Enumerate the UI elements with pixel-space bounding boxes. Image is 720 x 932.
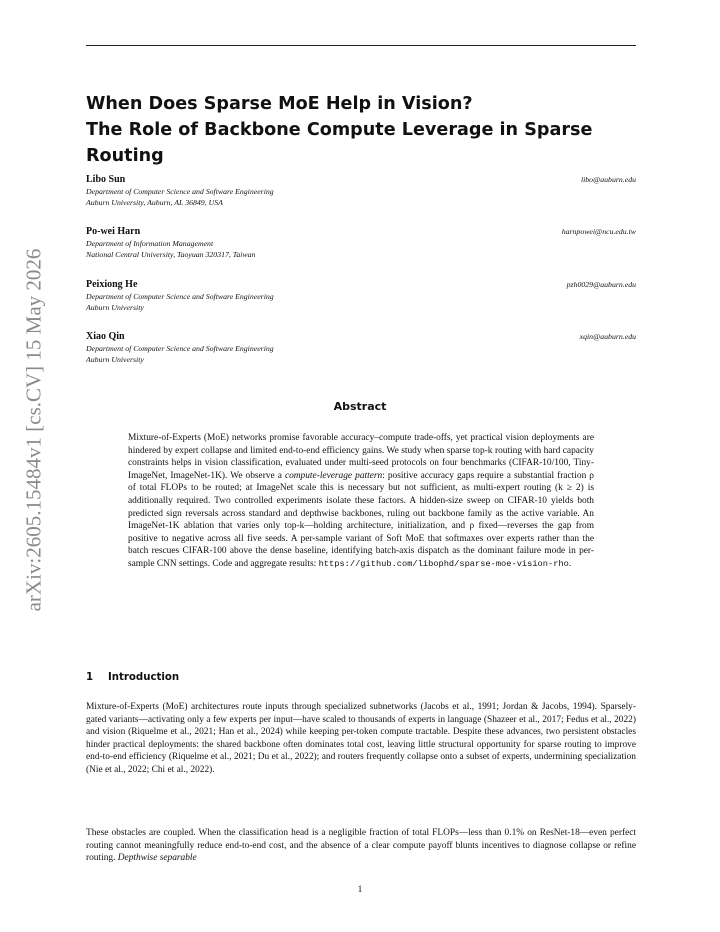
author-name: Po-wei Harn [86,226,141,237]
author-email: libo@auburn.edu [580,175,636,184]
author-department: Department of Computer Science and Software Engineering [86,292,274,301]
author-department: Department of Computer Science and Software Engineering [86,187,274,196]
abstract-emphasis: compute-leverage pattern [284,470,383,481]
author-institution: Auburn University, Auburn, AL 36849, USA [86,198,223,207]
title-line-2: The Role of Backbone Compute Leverage in Sparse Routing [86,120,593,166]
intro-paragraph [86,827,636,865]
abstract-part: : positive accuracy gaps require a substantial fraction ρ of total FLOPs to be routed; at ImageNet scale this is necessary but not sufficient, as multi-expert routing (k ≥ 2) is additionally required. Two controlled experiments isolate these factors. A hidden-size sweep on CIFAR-10 yields both predicted sign reversals across standard and depthwise backbones, ruling out backbone family as the active variable. An ImageNet-1K ablation that varies only top-k—holding architecture, initialization, and ρ fixed—reverses the gap from positive to negative across all five seeds. A per-sample variant of Soft MoE that softmaxes over experts rather than the batch rescues CIFAR-100 above the dense baseline, identifying batch-axis dispatch as the dominant failure mode in per-sample CNN settings. Code and aggregate results: [128,470,594,569]
code-url-link[interactable]: https://github.com/libophd/sparse-moe-vision-rho [318,558,569,569]
abstract-heading: Abstract [333,400,387,413]
abstract-end: . [568,558,572,569]
paragraph-text: These obstacles are coupled. When the classification head is a negligible fraction of total FLOPs—less than 0.1% on ResNet-18—even perfect routing cannot meaningfully reduce end-to-end cost, and the absence of a clear compute payoff blunts incentives to diagnose collapse or refine routing. [86,828,636,864]
author-department: Department of Computer Science and Software Engineering [86,344,274,353]
intro-paragraph: Mixture-of-Experts (MoE) architectures route inputs through specialized subnetworks (Jacobs et al., 1991; Jordan & Jacobs, 1994). Sparsely-gated variants—activating only a few experts per input—have scaled to thousands of experts in language (Shazeer et al., 2017; Fedus et al., 2022) and vision (Riquelme et al., 2021; Han et al., 2024) while keeping per-token compute tractable. Despite these advances, two persistent obstacles hinder practical deployments: the shared backbone often dominates total cost, leaving little structural opportunity for sparse routing to improve end-to-end efficiency (Riquelme et al., 2021; Du et al., 2022); and routers frequently collapse onto a subset of experts, undermining specialization (Nie et al., 2022; Chi et al., 2022). [86,702,636,775]
abstract-part: Mixture-of-Experts (MoE) networks promise favorable accuracy–compute trade-offs, yet practical vision deployments are hindered by expert collapse and limited end-to-end efficiency gains. We study when sparse top-k routing with hard capacity constraints helps in vision classification, evaluated under multi-seed protocols on four benchmarks (CIFAR-10/100, Tiny-ImageNet, ImageNet-1K). We observe a [128,433,594,481]
section-number: 1 [86,672,94,683]
author-email: xqin@auburn.edu [579,332,636,341]
author-block [86,173,636,208]
section-title: Introduction [108,672,180,683]
author-institution: Auburn University [86,355,144,364]
author-institution: Auburn University [86,303,144,312]
author-institution: National Central University, Taoyuan 320317, Taiwan [86,250,256,259]
author-block [86,278,636,313]
author-name: Libo Sun [86,174,126,185]
author-email: harnpowei@ncu.edu.tw [561,227,636,236]
author-name: Peixiong He [86,279,138,290]
title-line-1: When Does Sparse MoE Help in Vision? [86,94,473,114]
paper-title [86,91,646,169]
top-rule [86,45,636,46]
author-department: Department of Information Management [86,239,214,248]
author-email: pzh0029@auburn.edu [566,280,636,289]
section-heading [86,672,179,683]
arxiv-identifier-stamp: arXiv:2605.15484v1 [cs.CV] 15 May 2026 [21,248,46,612]
author-block [86,330,636,365]
author-name: Xiao Qin [86,331,125,342]
abstract-text [128,432,594,571]
paragraph-emphasis: Depthwise separable [117,853,197,864]
author-block [86,225,636,260]
page-number: 1 [357,885,363,895]
